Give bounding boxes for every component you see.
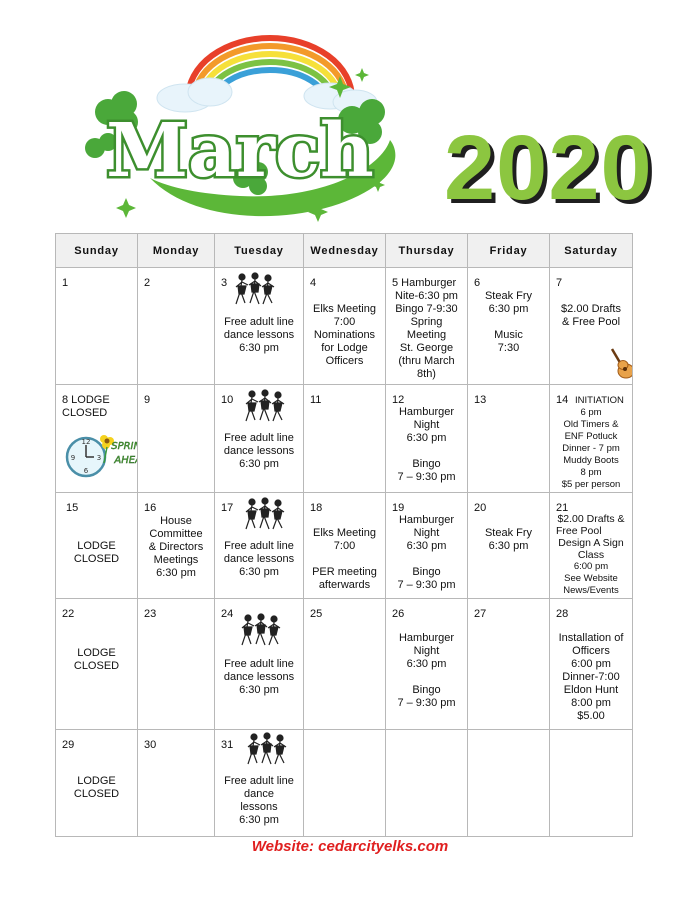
- event-line: Meetings: [153, 554, 199, 566]
- day-cell: [386, 493, 468, 599]
- event-text: [217, 658, 301, 697]
- event-line: Hamburger: [398, 406, 455, 418]
- event-line: CLOSED: [73, 660, 120, 672]
- day-number: 27: [474, 608, 487, 620]
- day-cell: [386, 385, 468, 493]
- event-line: 6:30 pm: [239, 814, 279, 826]
- day-number: 18: [310, 502, 323, 514]
- day-cell: [550, 268, 633, 385]
- event-line: Nominations: [313, 329, 376, 341]
- event-line: Meeting: [406, 329, 447, 341]
- event-line: 7:00: [333, 316, 356, 328]
- svg-text:9: 9: [70, 454, 76, 462]
- event-spacer: [306, 553, 383, 566]
- event-text: [140, 515, 212, 580]
- event-line: 6:30 pm: [406, 432, 447, 444]
- event-line: 7 – 9:30 pm: [397, 471, 456, 483]
- event-line: Dinner - 7 pm: [562, 443, 620, 454]
- week-row: [56, 599, 633, 730]
- event-line: $2.00 Drafts: [561, 303, 621, 315]
- day-number: 6: [474, 277, 481, 289]
- day-number: 17: [221, 502, 234, 514]
- weekday-tuesday: Tuesday: [215, 234, 304, 268]
- weekday-monday: Monday: [138, 234, 215, 268]
- day-number: 26: [392, 608, 405, 620]
- day-number: 31: [221, 739, 234, 751]
- day-number: 9: [144, 394, 151, 406]
- week-row: [56, 493, 633, 599]
- event-text: [388, 514, 465, 592]
- day-number: 5 Hamburger: [392, 277, 457, 289]
- event-line: LODGE: [77, 540, 116, 552]
- day-number: 4: [310, 277, 317, 289]
- event-line: Bingo: [412, 684, 441, 696]
- event-line: 6:30 pm: [488, 540, 529, 552]
- event-line: Free adult line: [224, 658, 294, 670]
- event-line: Old Timers &: [563, 419, 619, 430]
- day-cell: [468, 599, 550, 730]
- calendar-grid: [55, 233, 633, 837]
- day-cell: [304, 268, 386, 385]
- event-text: [388, 406, 465, 484]
- day-number: 28: [556, 608, 569, 620]
- event-line: Nite-6:30 pm: [395, 290, 458, 302]
- event-line: $5.00: [577, 710, 605, 722]
- event-line: Night: [413, 419, 440, 431]
- event-line: Officers: [572, 645, 610, 657]
- event-line: 6 pm: [580, 407, 602, 418]
- day-number: 10: [221, 394, 234, 406]
- day-cell: [468, 730, 550, 837]
- event-line: Committee: [149, 528, 203, 540]
- event-line: 7:00: [333, 540, 356, 552]
- dancers-icon: [233, 272, 277, 308]
- day-cell: [138, 493, 215, 599]
- event-line: 6:00 pm: [571, 658, 611, 670]
- event-line: & Directors: [148, 541, 204, 553]
- event-line: Steak Fry: [484, 290, 533, 302]
- day-number: 13: [474, 394, 487, 406]
- event-line: dance lessons: [223, 329, 295, 341]
- day-cell: [215, 493, 304, 599]
- event-spacer: [388, 445, 465, 458]
- event-line: Steak Fry: [484, 527, 533, 539]
- day-number: 20: [474, 502, 487, 514]
- event-line: 7 – 9:30 pm: [397, 697, 456, 709]
- day-number: 16: [144, 502, 157, 514]
- day-cell: [468, 493, 550, 599]
- event-line: Design A Sign: [558, 537, 624, 549]
- event-line: LODGE: [77, 647, 116, 659]
- day-cell: [386, 730, 468, 837]
- event-line: Free adult line: [224, 775, 294, 787]
- year-title: 2020: [444, 117, 653, 219]
- event-text: [306, 527, 383, 592]
- day-cell: [304, 493, 386, 599]
- event-line: 6:30 pm: [488, 303, 529, 315]
- event-line: dance lessons: [223, 671, 295, 683]
- event-spacer: [388, 671, 465, 684]
- event-text: [552, 632, 630, 723]
- day-cell: [386, 268, 468, 385]
- event-text: [217, 316, 301, 355]
- event-line: dance lessons: [223, 553, 295, 565]
- initiation-label: INITIATION: [575, 395, 624, 406]
- event-line: Hamburger: [398, 514, 455, 526]
- event-text: [62, 407, 135, 420]
- event-line: Muddy Boots: [563, 455, 619, 466]
- event-line: Class: [577, 549, 605, 561]
- event-line: News/Events: [563, 585, 619, 596]
- day-cell: [138, 599, 215, 730]
- event-spacer: [470, 316, 547, 329]
- event-line: 6:30 pm: [239, 458, 279, 470]
- dancers-icon: [243, 389, 287, 425]
- event-text: [217, 775, 301, 827]
- event-line: Music: [494, 329, 523, 341]
- dancers-icon: [245, 732, 289, 768]
- event-text: [217, 540, 301, 579]
- weekday-thursday: Thursday: [386, 234, 468, 268]
- event-line: 6:00 pm: [573, 561, 609, 572]
- event-line: afterwards: [318, 579, 371, 591]
- week-row: [56, 385, 633, 493]
- day-number: 29: [62, 739, 75, 751]
- day-cell: [215, 599, 304, 730]
- event-text: [58, 775, 135, 801]
- day-cell: [138, 268, 215, 385]
- event-line: ENF Potluck: [564, 431, 618, 442]
- event-line: Dinner-7:00: [562, 671, 620, 683]
- svg-text:3: 3: [96, 454, 102, 462]
- day-cell: [550, 493, 633, 599]
- event-line: dance lessons: [223, 445, 295, 457]
- event-line: lessons: [240, 801, 278, 813]
- day-cell: [56, 385, 150, 493]
- day-number: 1: [62, 277, 69, 289]
- event-line: CLOSED: [73, 553, 120, 565]
- event-line: Bingo 7-9:30: [395, 303, 458, 315]
- website-link[interactable]: Website: cedarcityelks.com: [251, 838, 449, 855]
- event-line: 6:30 pm: [156, 567, 196, 579]
- calendar-header: [0, 0, 700, 232]
- day-number: 23: [144, 608, 157, 620]
- day-cell: [468, 385, 550, 493]
- svg-text:6: 6: [83, 467, 89, 475]
- day-number: 24: [221, 608, 234, 620]
- event-line: Installation of: [558, 632, 624, 644]
- event-line: Bingo: [412, 566, 441, 578]
- event-line: 8th): [417, 368, 436, 380]
- day-cell: [468, 268, 550, 385]
- event-line: Free adult line: [224, 316, 294, 328]
- day-number: 19: [392, 502, 405, 514]
- event-line: $2.00 Drafts &: [557, 513, 625, 525]
- event-line: CLOSED: [62, 407, 108, 419]
- event-text: [470, 290, 547, 355]
- day-number: 12: [392, 394, 405, 406]
- event-line: Eldon Hunt: [563, 684, 619, 696]
- event-text: [306, 303, 383, 368]
- weekday-wednesday: Wednesday: [304, 234, 386, 268]
- day-cell: [215, 385, 304, 493]
- day-cell: [56, 493, 138, 599]
- day-number: 2: [144, 277, 151, 289]
- weekday-saturday: Saturday: [550, 234, 633, 268]
- spring-text: SPRING: [111, 441, 149, 452]
- event-line: CLOSED: [73, 788, 120, 800]
- event-text: [552, 513, 630, 597]
- event-line: Bingo: [412, 458, 441, 470]
- svg-text:12: 12: [81, 438, 91, 446]
- day-number: 25: [310, 608, 323, 620]
- event-line: $5 per person: [561, 479, 621, 490]
- day-number: 14: [556, 394, 569, 406]
- event-line: 7 – 9:30 pm: [397, 579, 456, 591]
- event-line: See Website: [564, 573, 618, 584]
- day-cell: [215, 268, 304, 385]
- guitar-icon: [608, 346, 633, 382]
- day-cell: [56, 599, 138, 730]
- day-cell: [138, 385, 215, 493]
- week-row: [56, 268, 633, 385]
- day-number: 30: [144, 739, 157, 751]
- event-line: Free adult line: [224, 432, 294, 444]
- day-cell: [304, 599, 386, 730]
- event-text: [58, 647, 135, 673]
- event-text: [552, 303, 630, 329]
- event-line: PER meeting: [312, 566, 377, 578]
- event-spacer: [388, 553, 465, 566]
- ahead-text: AHEAD: [114, 455, 150, 466]
- day-cell: [550, 730, 633, 837]
- dancers-icon: [243, 497, 287, 533]
- spring-ahead-clock-icon: [64, 431, 150, 483]
- event-text: [552, 407, 630, 491]
- event-line: Night: [413, 645, 440, 657]
- day-cell: [138, 730, 215, 837]
- day-number: 3: [221, 277, 228, 289]
- day-cell: [386, 599, 468, 730]
- day-cell: [304, 730, 386, 837]
- event-line: House: [160, 515, 192, 527]
- event-line: & Free Pool: [561, 316, 621, 328]
- day-number: 22: [62, 608, 75, 620]
- weekday-header-row: [56, 234, 633, 268]
- day-cell: [550, 599, 633, 730]
- event-text: [388, 632, 465, 710]
- event-text: [470, 527, 547, 553]
- month-title: March: [106, 108, 374, 194]
- event-line: Free adult line: [224, 540, 294, 552]
- event-line: 6:30 pm: [239, 566, 279, 578]
- event-text: [217, 432, 301, 471]
- event-line: Officers: [325, 355, 364, 367]
- event-line: Free Pool: [556, 525, 602, 537]
- event-line: (thru March: [398, 355, 455, 367]
- event-line: 8:00 pm: [571, 697, 611, 709]
- day-cell: [56, 268, 138, 385]
- event-line: Elks Meeting: [313, 303, 376, 315]
- event-line: 6:30 pm: [406, 658, 447, 670]
- day-cell: [550, 385, 633, 493]
- event-text: [388, 290, 465, 381]
- day-cell: [304, 385, 386, 493]
- event-line: Hamburger: [398, 632, 455, 644]
- day-cell: [215, 730, 304, 837]
- day-number: 11: [310, 394, 322, 406]
- weekday-sunday: Sunday: [56, 234, 138, 268]
- event-line: 6:30 pm: [239, 684, 279, 696]
- weekday-friday: Friday: [468, 234, 550, 268]
- event-line: St. George: [399, 342, 454, 354]
- week-row: [56, 730, 633, 837]
- day-number: 7: [556, 277, 563, 289]
- day-number: 15: [66, 502, 79, 514]
- event-line: dance: [244, 788, 274, 800]
- event-line: Spring: [410, 316, 443, 328]
- day-number: 21: [556, 502, 569, 514]
- event-line: Night: [413, 527, 440, 539]
- event-line: 6:30 pm: [406, 540, 447, 552]
- event-line: Elks Meeting: [313, 527, 376, 539]
- day-number: 8 LODGE: [62, 394, 110, 406]
- day-cell: [56, 730, 138, 837]
- event-line: for Lodge: [321, 342, 368, 354]
- dancers-icon: [239, 613, 283, 649]
- event-line: 8 pm: [580, 467, 602, 478]
- event-line: LODGE: [77, 775, 116, 787]
- event-text: [58, 540, 135, 566]
- event-line: 7:30: [497, 342, 520, 354]
- event-line: 6:30 pm: [239, 342, 279, 354]
